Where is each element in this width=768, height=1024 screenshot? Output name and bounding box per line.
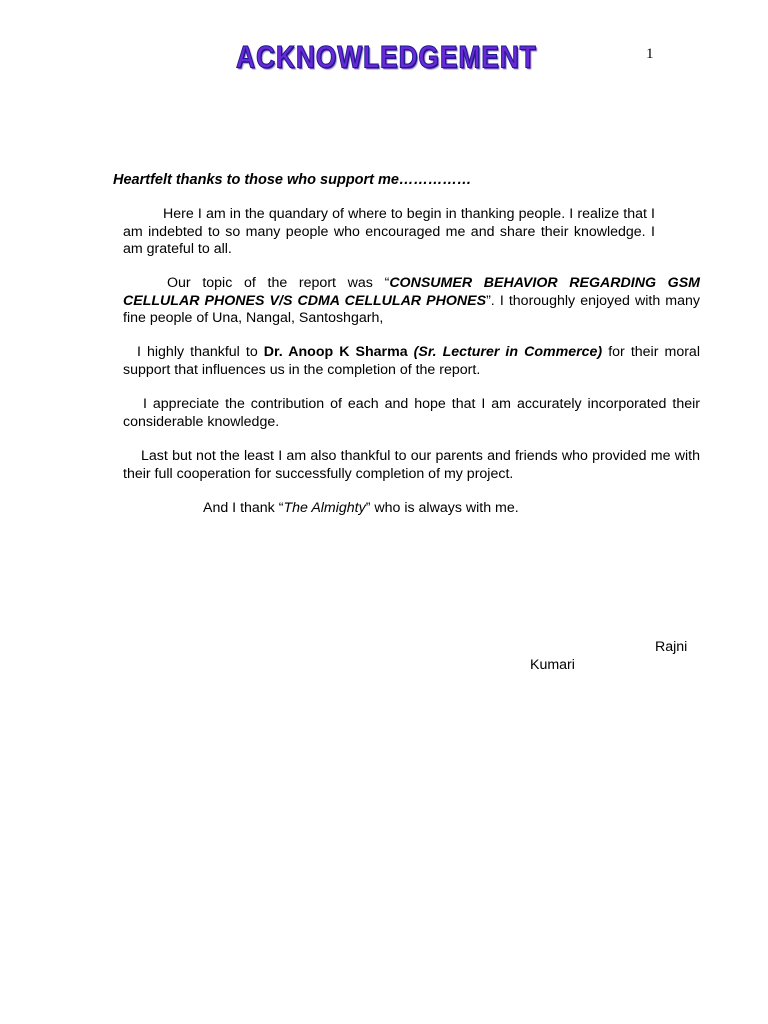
signature-last-name: Kumari: [530, 657, 575, 673]
page-title: ACKNOWLEDGEMENT: [236, 40, 537, 75]
mentor-name: Dr. Anoop K Sharma: [263, 344, 408, 360]
paragraph-mentor: [123, 344, 700, 379]
paragraph-topic: [123, 275, 700, 328]
paragraph-almighty-lead: And I thank “: [203, 500, 284, 516]
paragraph-almighty-tail: ” who is always with me.: [365, 500, 519, 516]
paragraph-intro: Here I am in the quandary of where to begin in thanking people. I realize that I am indebted to so many people who encouraged me and share their knowledge. I am grateful to all.: [123, 206, 655, 257]
page-number: 1: [646, 46, 654, 62]
subheading: Heartfelt thanks to those who support me……………: [113, 172, 472, 188]
paragraph-mentor-lead: I highly thankful to: [137, 344, 264, 360]
mentor-role: (Sr. Lecturer in Commerce): [413, 344, 603, 360]
paragraph-topic-tail: ”. I thoroughly enjoyed with many fine people of Una, Nangal, Santoshgarh,: [123, 292, 700, 326]
almighty-emphasis: The Almighty: [283, 500, 366, 516]
paragraph-contribution: I appreciate the contribution of each and hope that I am accurately incorporated their considerable knowledge.: [123, 396, 700, 430]
signature-first-name: Rajni: [655, 639, 688, 655]
paragraph-mentor-tail: for their moral support that influences us in the completion of the report.: [123, 344, 700, 378]
paragraph-almighty: [203, 500, 703, 518]
paragraph-family: Last but not the least I am also thankful to our parents and friends who provided me with their full cooperation for successfully completion of my project.: [123, 448, 700, 482]
paragraph-topic-lead: Our topic of the report was “: [167, 275, 390, 291]
report-topic: CONSUMER BEHAVIOR REGARDING GSM CELLULAR PHONES V/S CDMA CELLULAR PHONES: [123, 275, 700, 309]
